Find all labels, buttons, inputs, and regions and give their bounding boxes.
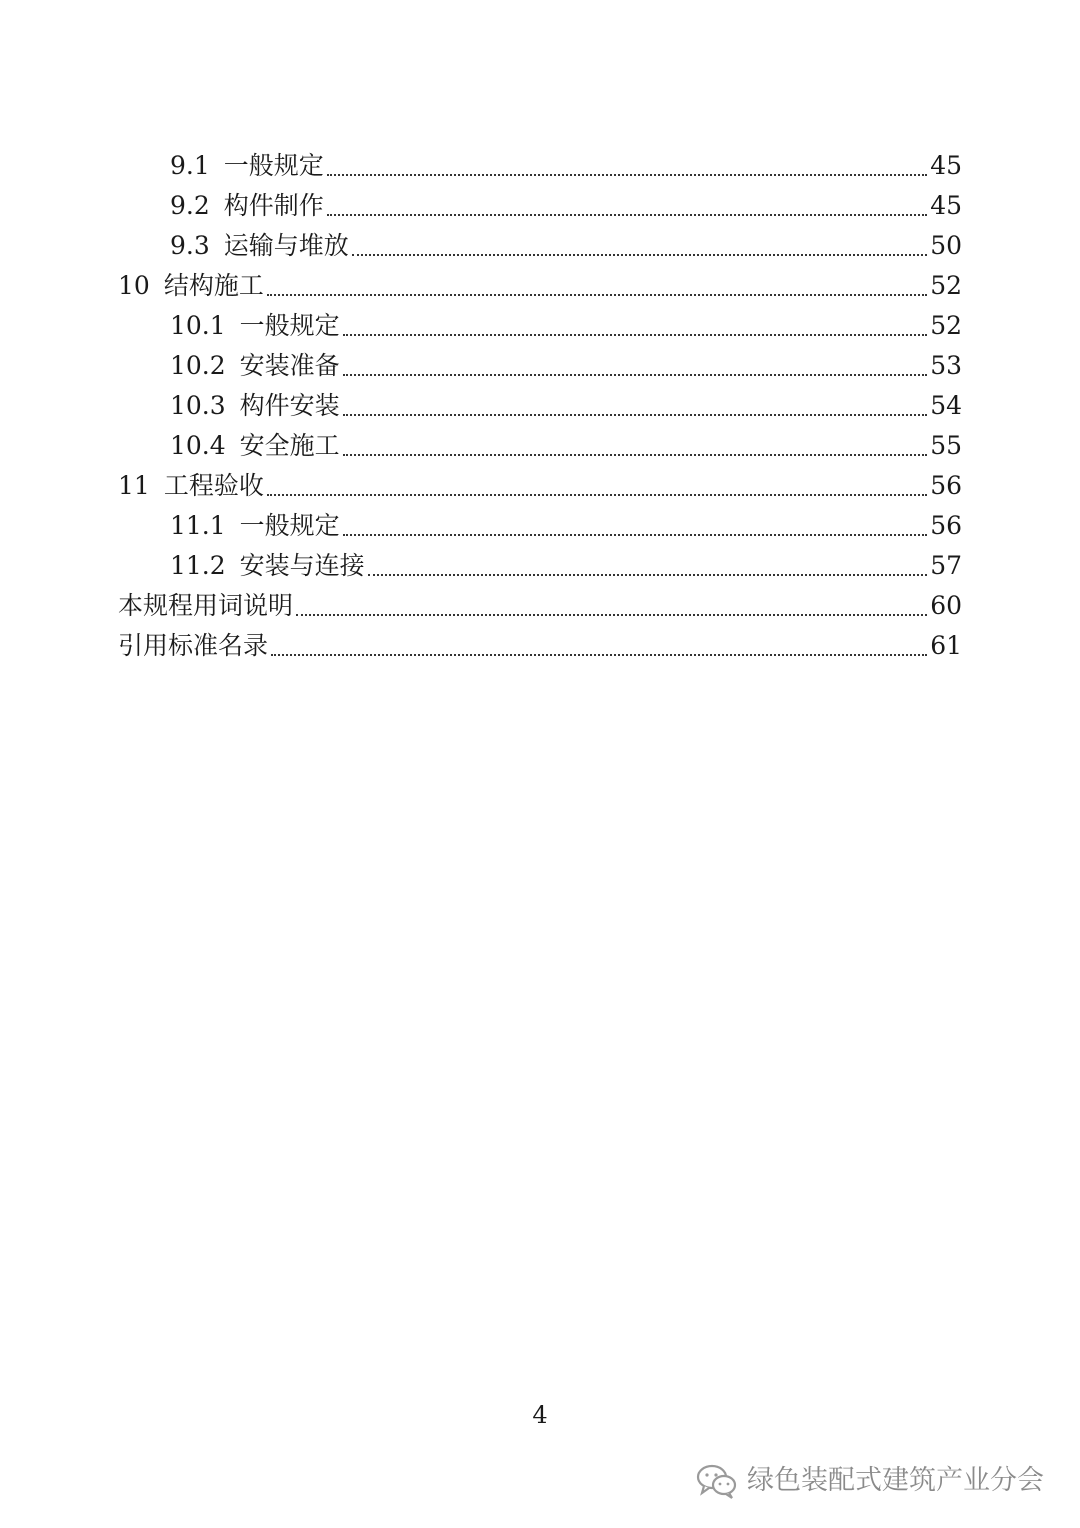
toc-entry-number: 9.1 — [170, 151, 210, 180]
toc-entry-title: 一般规定 — [239, 511, 340, 540]
toc-dot-leader — [343, 454, 928, 456]
toc-dot-leader — [327, 174, 927, 176]
toc-entry-page: 54 — [930, 391, 962, 420]
toc-entry[interactable] — [118, 346, 962, 386]
toc-entry-title: 安装与连接 — [239, 551, 365, 580]
toc-dot-leader — [343, 534, 928, 536]
watermark-text: 绿色装配式建筑产业分会 — [747, 1465, 1044, 1496]
toc-entry[interactable] — [118, 226, 962, 266]
toc-entry-title: 安全施工 — [239, 431, 340, 460]
toc-dot-leader — [296, 614, 927, 616]
toc-dot-leader — [368, 574, 928, 576]
toc-entry-page: 52 — [930, 311, 962, 340]
watermark — [695, 1461, 1044, 1501]
toc-entry[interactable] — [118, 626, 962, 666]
toc-entry-page: 50 — [930, 231, 962, 260]
toc-entry[interactable] — [118, 466, 962, 506]
toc-entry-page: 61 — [930, 631, 962, 660]
toc-entry-page: 56 — [930, 471, 962, 500]
toc-entry[interactable] — [118, 186, 962, 226]
toc-entry[interactable] — [118, 386, 962, 426]
toc-entry[interactable] — [118, 306, 962, 346]
toc-entry[interactable] — [118, 506, 962, 546]
toc-entry-page: 52 — [930, 271, 962, 300]
toc-entry-number: 10.2 — [170, 351, 226, 380]
toc-entry-number: 11 — [118, 471, 150, 500]
toc-dot-leader — [327, 214, 927, 216]
wechat-icon — [695, 1461, 739, 1501]
toc-entry[interactable] — [118, 546, 962, 586]
toc-entry-title: 构件安装 — [239, 391, 340, 420]
toc-entry-page: 56 — [930, 511, 962, 540]
toc-entry-number: 10.1 — [170, 311, 226, 340]
toc-entry[interactable] — [118, 146, 962, 186]
toc-entry-page: 45 — [930, 191, 962, 220]
toc-entry-page: 60 — [930, 591, 962, 620]
toc-entry-number: 10.4 — [170, 431, 226, 460]
toc-entry-page: 55 — [930, 431, 962, 460]
toc-entry-page: 45 — [930, 151, 962, 180]
toc-entry[interactable] — [118, 586, 962, 626]
toc-dot-leader — [267, 494, 927, 496]
toc-dot-leader — [267, 294, 927, 296]
toc-dot-leader — [343, 374, 928, 376]
toc-entry-title: 一般规定 — [239, 311, 340, 340]
toc-entry-number: 11.1 — [170, 511, 226, 540]
toc-entry-title: 结构施工 — [163, 271, 264, 300]
toc-entry-title: 本规程用词说明 — [118, 591, 294, 620]
toc-dot-leader — [343, 334, 928, 336]
toc-entry-page: 53 — [930, 351, 962, 380]
toc-entry-number: 10 — [118, 271, 150, 300]
toc-entry-number: 10.3 — [170, 391, 226, 420]
toc-entry-title: 工程验收 — [163, 471, 264, 500]
toc-dot-leader — [343, 414, 928, 416]
toc-entry-page: 57 — [930, 551, 962, 580]
toc-entry-title: 运输与堆放 — [223, 231, 349, 260]
table-of-contents — [118, 146, 962, 666]
toc-entry-title: 一般规定 — [223, 151, 324, 180]
toc-entry[interactable] — [118, 426, 962, 466]
toc-entry-title: 安装准备 — [239, 351, 340, 380]
page-number: 4 — [532, 1401, 548, 1429]
toc-dot-leader — [352, 254, 927, 256]
toc-entry-title: 构件制作 — [223, 191, 324, 220]
toc-dot-leader — [271, 654, 927, 656]
toc-entry[interactable] — [118, 266, 962, 306]
toc-entry-number: 9.3 — [170, 231, 210, 260]
toc-entry-number: 11.2 — [170, 551, 226, 580]
toc-entry-number: 9.2 — [170, 191, 210, 220]
toc-entry-title: 引用标准名录 — [118, 631, 269, 660]
